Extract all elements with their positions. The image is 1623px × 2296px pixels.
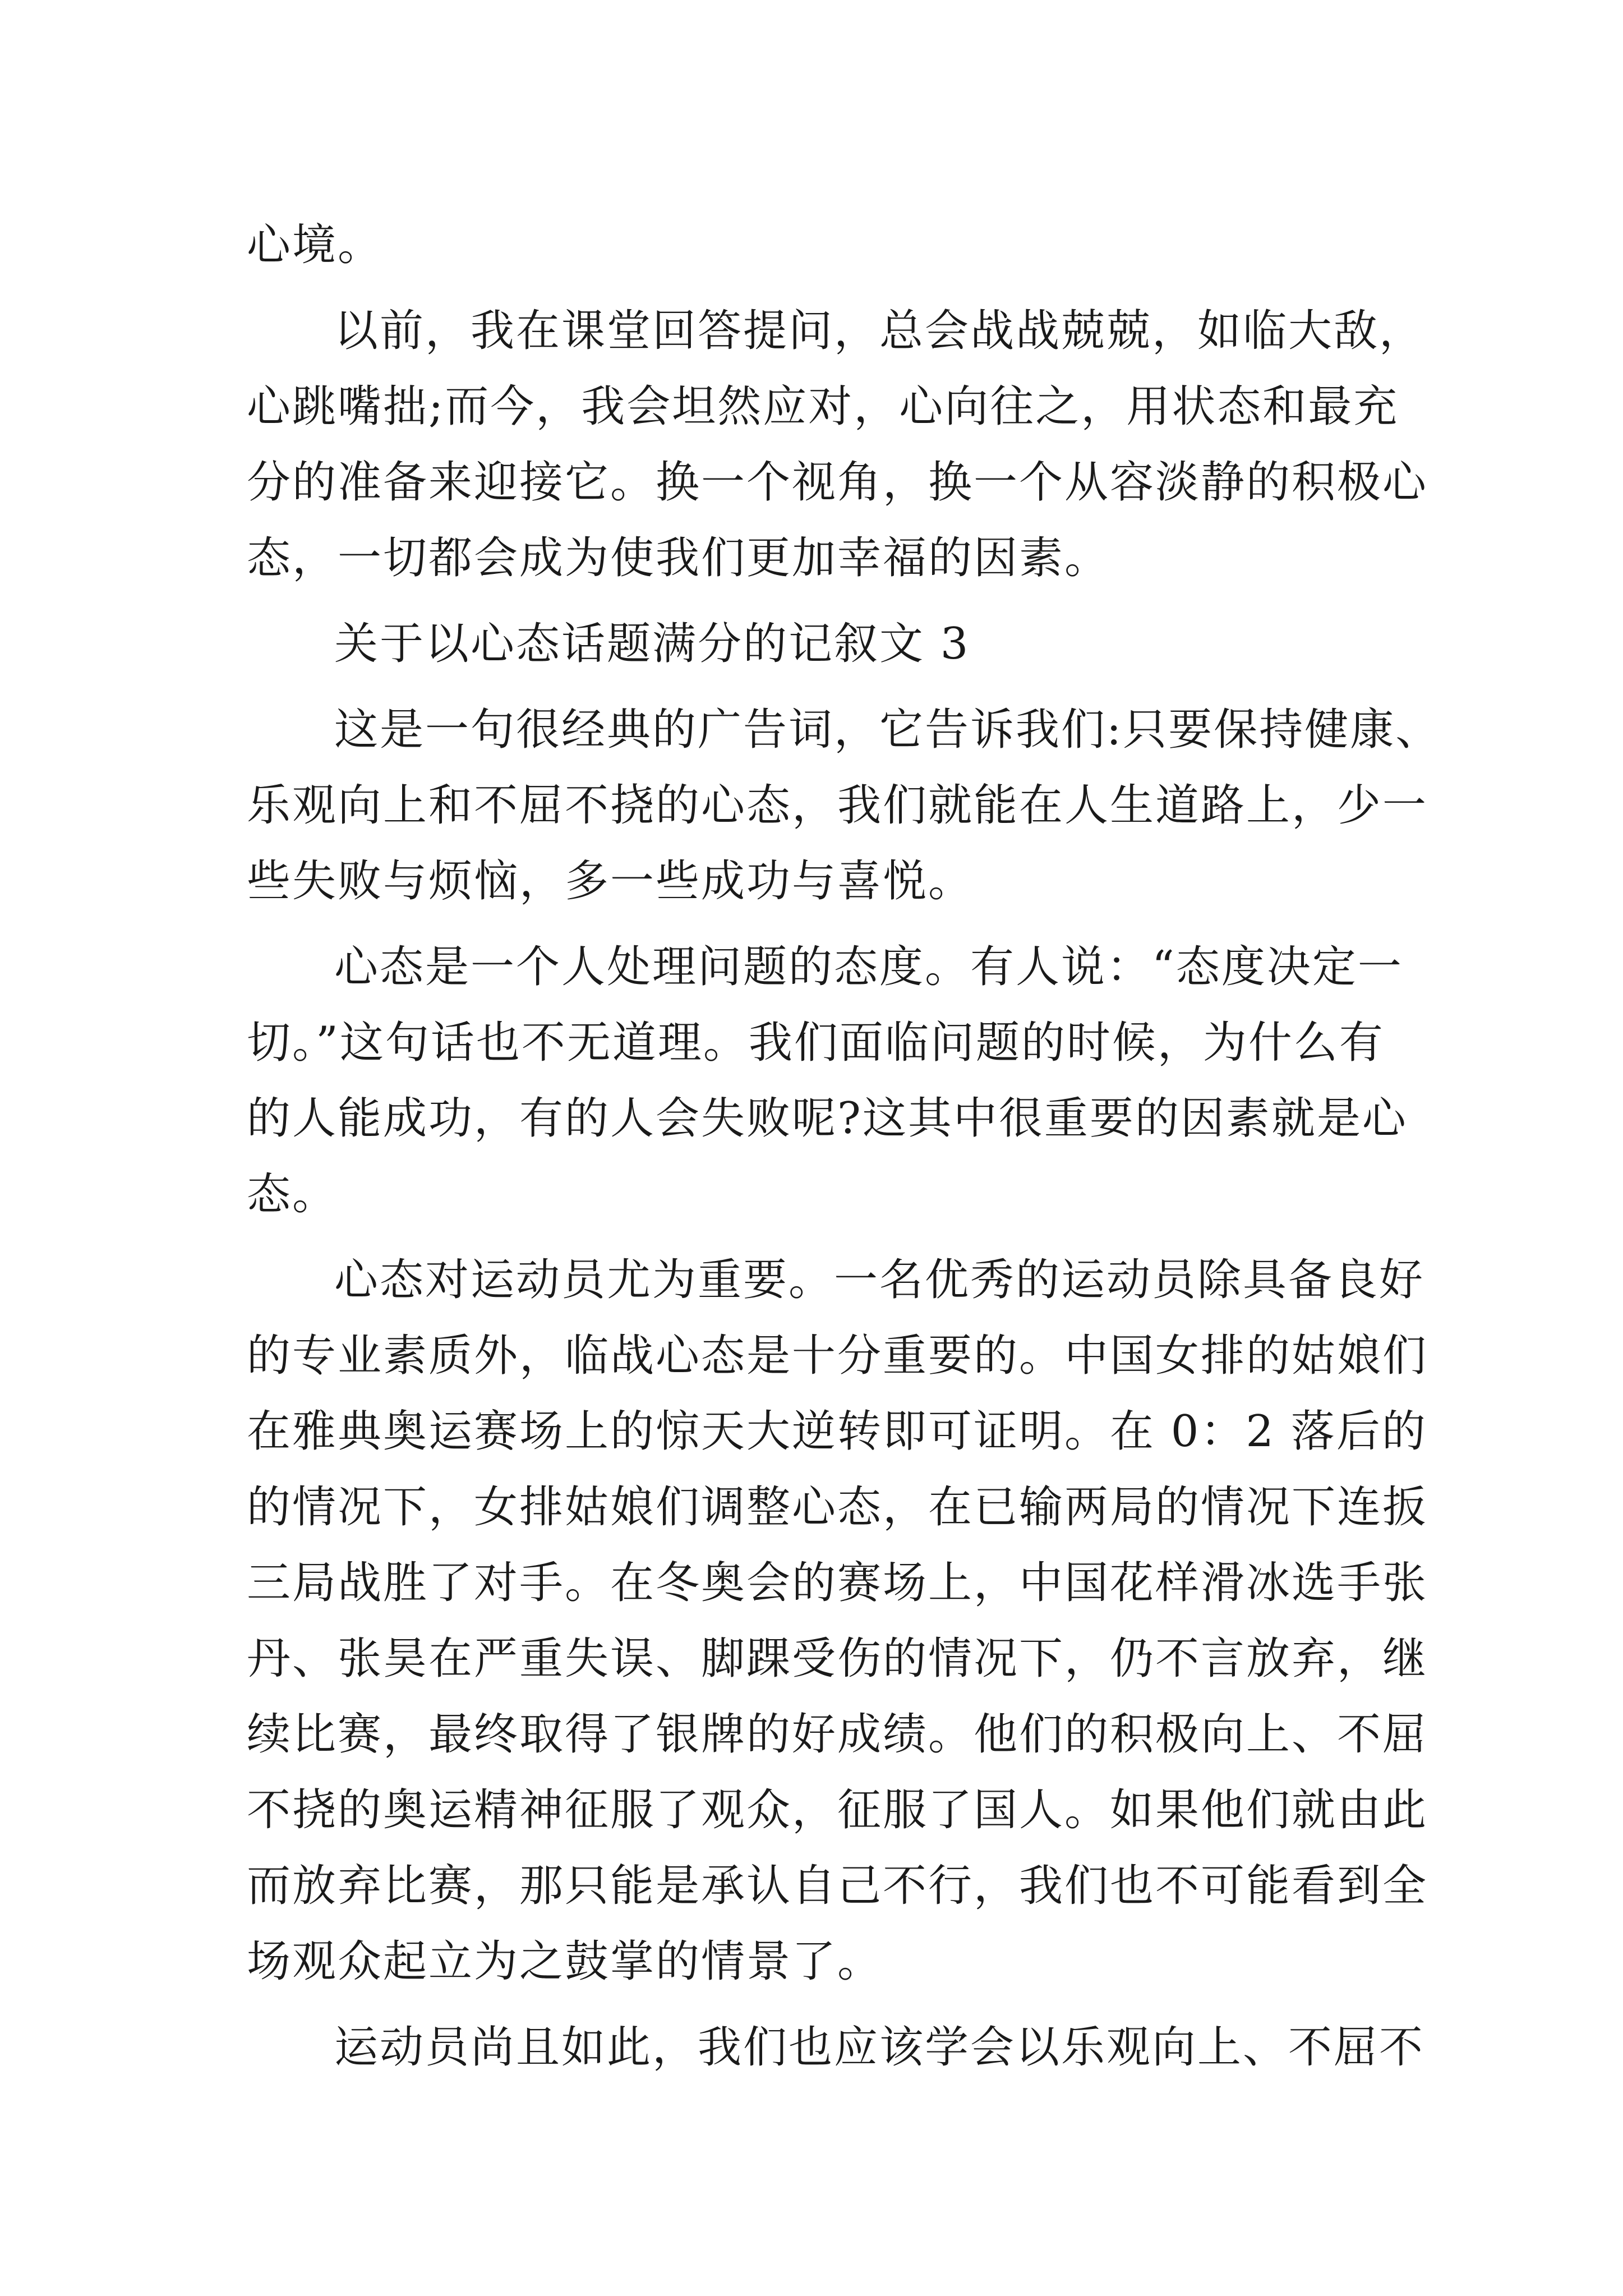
text-line: 的情况下，女排姑娘们调整心态，在已输两局的情况下连扳 <box>247 1482 1428 1533</box>
text-line: 乐观向上和不屈不挠的心态，我们就能在人生道路上，少一 <box>247 780 1428 831</box>
text-line: 心态对运动员尤为重要。一名优秀的运动员除具备良好 <box>334 1255 1425 1305</box>
text-line: 态。 <box>247 1169 338 1220</box>
text-line: 运动员尚且如此，我们也应该学会以乐观向上、不屈不 <box>334 2022 1425 2073</box>
text-line: 分的准备来迎接它。换一个视角，换一个从容淡静的积极心 <box>247 457 1428 508</box>
text-line: 而放弃比赛，那只能是承认自己不行，我们也不可能看到全 <box>247 1861 1428 1911</box>
document-body <box>247 208 1441 2086</box>
text-line: 三局战胜了对手。在冬奥会的赛场上，中国花样滑冰选手张 <box>247 1558 1428 1608</box>
text-line: 这是一句很经典的广告词，它告诉我们:只要保持健康、 <box>334 705 1441 755</box>
text-line: 心境。 <box>247 220 384 270</box>
text-line: 场观众起立为之鼓掌的情景了。 <box>247 1936 883 1987</box>
text-line: 心态是一个人处理问题的态度。有人说：“态度决定一 <box>334 942 1403 992</box>
text-line: 不挠的奥运精神征服了观众，征服了国人。如果他们就由此 <box>247 1785 1428 1835</box>
text-line: 的人能成功，有的人会失败呢?这其中很重要的因素就是心 <box>247 1093 1408 1144</box>
section-heading: 关于以心态话题满分的记叙文 3 <box>334 619 970 669</box>
text-line: 切。”这句话也不无道理。我们面临问题的时候，为什么有 <box>247 1018 1385 1068</box>
text-line: 丹、张昊在严重失误、脚踝受伤的情况下，仍不言放弃，继 <box>247 1634 1428 1684</box>
text-line: 心跳嘴拙;而今，我会坦然应对，心向往之，用状态和最充 <box>247 381 1399 432</box>
text-line: 以前，我在课堂回答提问，总会战战兢兢，如临大敌， <box>334 306 1425 356</box>
text-line: 的专业素质外，临战心态是十分重要的。中国女排的姑娘们 <box>247 1331 1428 1381</box>
text-line: 在雅典奥运赛场上的惊天大逆转即可证明。在 0：2 落后的 <box>247 1406 1427 1457</box>
text-line: 续比赛，最终取得了银牌的好成绩。他们的积极向上、不屈 <box>247 1709 1428 1760</box>
text-line: 些失败与烦恼，多一些成功与喜悦。 <box>247 856 974 907</box>
text-line: 态，一切都会成为使我们更加幸福的因素。 <box>247 533 1110 583</box>
